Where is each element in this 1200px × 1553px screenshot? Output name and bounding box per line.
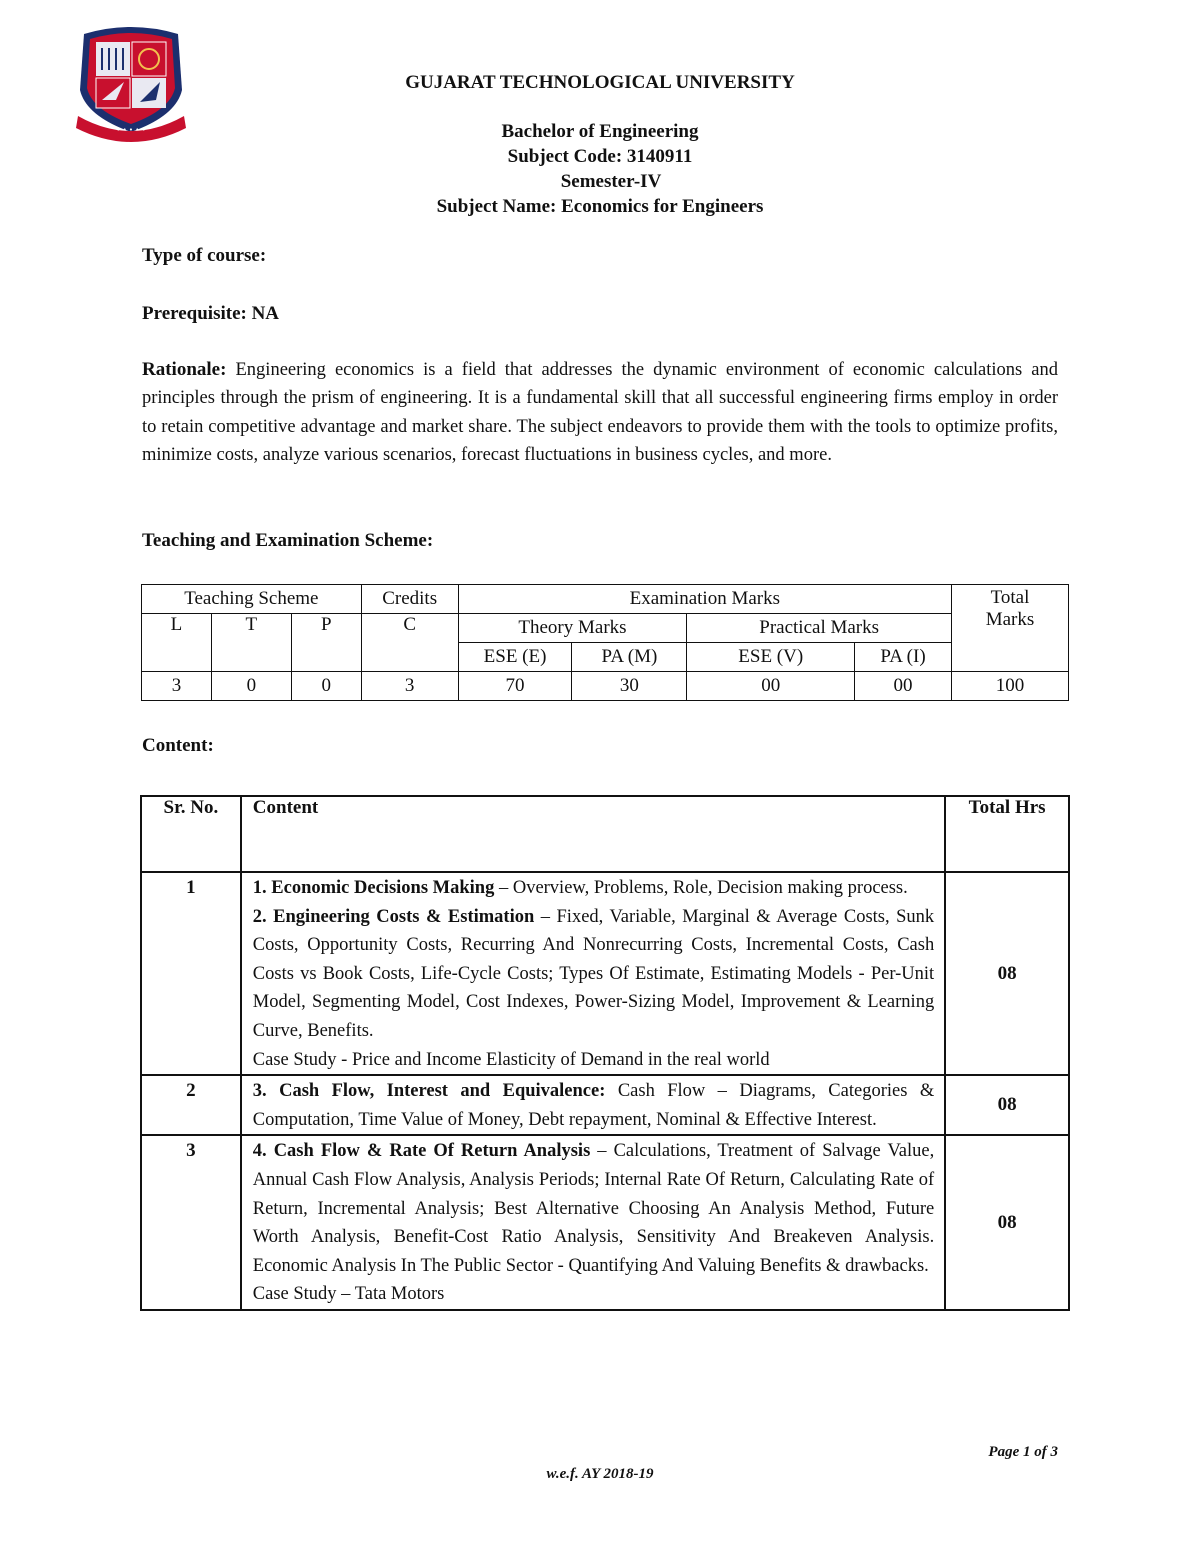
pa-i-header: PA (I) bbox=[855, 643, 952, 672]
pa-m-header: PA (M) bbox=[572, 643, 687, 672]
table-row bbox=[141, 1075, 1069, 1135]
value-p: 0 bbox=[291, 672, 361, 701]
ese-e-header: ESE (E) bbox=[458, 643, 572, 672]
topic-title: 3. Cash Flow, Interest and Equivalence: bbox=[252, 1081, 606, 1102]
case-study: Case Study - Price and Income Elasticity of Demand in the real world bbox=[252, 1049, 770, 1070]
value-ese-e: 70 bbox=[458, 672, 572, 701]
table-row bbox=[141, 1135, 1069, 1310]
row-hours: 08 bbox=[945, 872, 1069, 1075]
p-header: P bbox=[291, 614, 361, 672]
value-total: 100 bbox=[951, 672, 1068, 701]
university-name: GUJARAT TECHNOLOGICAL UNIVERSITY bbox=[405, 72, 795, 93]
topic-title: 1. Economic Decisions Making bbox=[252, 878, 495, 898]
practical-marks-header: Practical Marks bbox=[687, 614, 952, 643]
subject-name: Subject Name: Economics for Engineers bbox=[436, 196, 764, 217]
page-number: Page 1 of 3 bbox=[988, 1444, 1058, 1460]
total-marks-header: Total Marks bbox=[951, 585, 1068, 672]
type-of-course: Type of course: bbox=[142, 245, 267, 266]
prerequisite: Prerequisite: NA bbox=[142, 303, 280, 324]
topic-title: 4. Cash Flow & Rate Of Return Analysis bbox=[252, 1141, 591, 1162]
topic-detail: – Fixed, Variable, Marginal & Average Costs, Sunk Costs, Opportunity Costs, Recurring And Nonrecurring Costs, Incremental Costs, Cash Costs vs Book Costs, Life-Cycle Costs; Types Of Estimate, Estimating Models - Per-Unit Model, Segmenting Model, Cost Indexes, Power-Sizing Model, Improvement & Learning Curve, Benefits. bbox=[252, 906, 935, 1041]
srno-header: Sr. No. bbox=[141, 796, 241, 872]
topic-detail: – Calculations, Treatment of Salvage Value, Annual Cash Flow Analysis, Analysis Periods; Internal Rate Of Return, Calculating Rate of Return, Incremental Analysis; Best Alternative Choosing An Analysis Method, Future Worth Analysis, Benefit-Cost Ratio Analysis, Sensitivity And Breakeven Analysis. Economic Analysis In The Public Sector - Quantifying And Valuing Benefits & drawbacks. bbox=[252, 1141, 935, 1276]
table-row bbox=[141, 872, 1069, 1075]
row-srno: 2 bbox=[141, 1075, 241, 1135]
subject-code: Subject Code: 3140911 bbox=[507, 146, 693, 167]
content-heading: Content: bbox=[142, 735, 214, 756]
case-study: Case Study – Tata Motors bbox=[252, 1284, 445, 1305]
value-pa-i: 00 bbox=[855, 672, 952, 701]
value-pa-m: 30 bbox=[572, 672, 687, 701]
value-l: 3 bbox=[142, 672, 212, 701]
value-c: 3 bbox=[361, 672, 458, 701]
row-content bbox=[241, 1135, 945, 1310]
topic-detail: – Overview, Problems, Role, Decision making process. bbox=[494, 878, 908, 898]
wef-note: w.e.f. AY 2018-19 bbox=[546, 1466, 654, 1482]
examination-marks-header: Examination Marks bbox=[458, 585, 951, 614]
content-header: Content bbox=[241, 796, 945, 872]
t-header: T bbox=[211, 614, 291, 672]
topic-detail: Cash Flow – Diagrams, Categories & Computation, Time Value of Money, Debt repayment, Nominal & Effective Interest. bbox=[252, 1081, 935, 1130]
theory-marks-header: Theory Marks bbox=[458, 614, 687, 643]
svg-text:• • • • •: • • • • • bbox=[116, 126, 146, 134]
total-hrs-header: Total Hrs bbox=[945, 796, 1069, 872]
credits-header: Credits bbox=[361, 585, 458, 614]
row-hours: 08 bbox=[945, 1135, 1069, 1310]
topic-title: 2. Engineering Costs & Estimation bbox=[252, 906, 535, 927]
rationale-text: Engineering economics is a field that addresses the dynamic environment of economic calculations and principles through the prism of engineering. It is a fundamental skill that all successful engineering firms employ in order to retain competitive advantage and market share. The subject endeavors to provide them with the tools to optimize profits, minimize costs, analyze various scenarios, forecast fluctuations in business cycles, and more. bbox=[142, 360, 1059, 465]
l-header: L bbox=[142, 614, 212, 672]
scheme-heading: Teaching and Examination Scheme: bbox=[142, 530, 434, 551]
row-hours: 08 bbox=[945, 1075, 1069, 1135]
rationale-label: Rationale: bbox=[142, 359, 227, 380]
scheme-table bbox=[141, 584, 1069, 701]
rationale-paragraph bbox=[142, 356, 1058, 469]
row-srno: 1 bbox=[141, 872, 241, 1075]
c-header: C bbox=[361, 614, 458, 672]
value-ese-v: 00 bbox=[687, 672, 855, 701]
content-table bbox=[140, 795, 1070, 1311]
row-content bbox=[241, 872, 945, 1075]
ese-v-header: ESE (V) bbox=[687, 643, 855, 672]
row-content bbox=[241, 1075, 945, 1135]
row-srno: 3 bbox=[141, 1135, 241, 1310]
semester: Semester-IV bbox=[560, 171, 662, 192]
degree-title: Bachelor of Engineering bbox=[501, 121, 699, 142]
teaching-scheme-header: Teaching Scheme bbox=[142, 585, 362, 614]
value-t: 0 bbox=[211, 672, 291, 701]
